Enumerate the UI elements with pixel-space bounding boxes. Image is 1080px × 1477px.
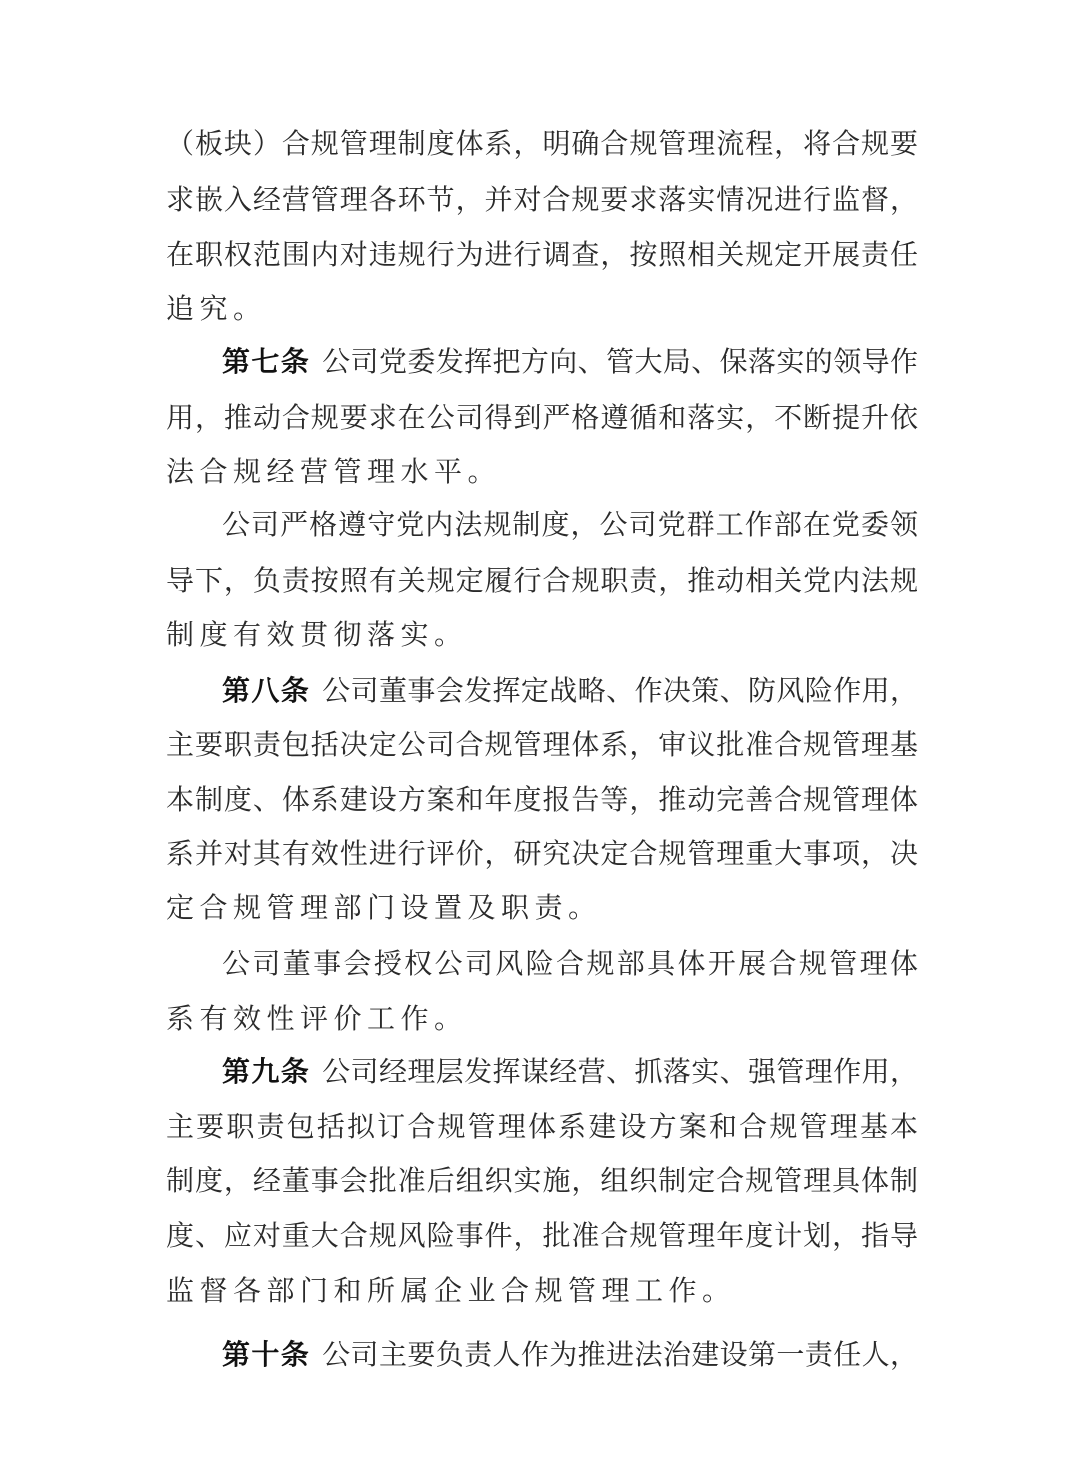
text-line: 追究。 — [166, 292, 267, 325]
text-line: 公司严格遵守党内法规制度，公司党群工作部在党委领 — [222, 508, 918, 541]
text-line: 主要职责包括决定公司合规管理体系，审议批准合规管理基 — [166, 728, 918, 761]
text-line: 用，推动合规要求在公司得到严格遵循和落实，不断提升依 — [166, 401, 918, 434]
article-10-first-line — [222, 1326, 918, 1384]
article-text: 公司党委发挥把方向、管大局、保落实的领导作 — [322, 345, 918, 378]
text-line: 系有效性评价工作。 — [166, 1002, 468, 1035]
text-line: 主要职责包括拟订合规管理体系建设方案和合规管理基本 — [166, 1110, 918, 1143]
text-line: 系并对其有效性进行评价，研究决定合规管理重大事项，决 — [166, 837, 918, 870]
article-label: 第九条 — [222, 1055, 311, 1088]
article-8-first-line — [222, 662, 918, 720]
text-line: 法合规经营管理水平。 — [166, 455, 502, 488]
text-line: （板块）合规管理制度体系，明确合规管理流程，将合规要 — [166, 127, 918, 160]
article-text: 公司主要负责人作为推进法治建设第一责任人， — [322, 1338, 918, 1371]
article-label: 第七条 — [222, 345, 311, 378]
article-label: 第十条 — [222, 1338, 311, 1371]
article-label: 第八条 — [222, 674, 311, 707]
text-line: 本制度、体系建设方案和年度报告等，推动完善合规管理体 — [166, 783, 918, 816]
article-text: 公司董事会发挥定战略、作决策、防风险作用， — [322, 674, 918, 707]
article-text: 公司经理层发挥谋经营、抓落实、强管理作用， — [322, 1055, 918, 1088]
text-line: 制度，经董事会批准后组织实施，组织制定合规管理具体制 — [166, 1164, 918, 1197]
text-line: 定合规管理部门设置及职责。 — [166, 891, 602, 924]
text-line: 导下，负责按照有关规定履行合规职责，推动相关党内法规 — [166, 564, 918, 597]
text-line: 度、应对重大合规风险事件，批准合规管理年度计划，指导 — [166, 1219, 918, 1252]
text-line: 监督各部门和所属企业合规管理工作。 — [166, 1274, 736, 1307]
text-line: 在职权范围内对违规行为进行调查，按照相关规定开展责任 — [166, 238, 918, 271]
text-line: 制度有效贯彻落实。 — [166, 618, 468, 651]
text-line: 求嵌入经营管理各环节，并对合规要求落实情况进行监督， — [166, 183, 918, 216]
article-7-first-line — [222, 333, 918, 391]
text-line: 公司董事会授权公司风险合规部具体开展合规管理体 — [222, 947, 918, 980]
article-9-first-line — [222, 1043, 918, 1101]
